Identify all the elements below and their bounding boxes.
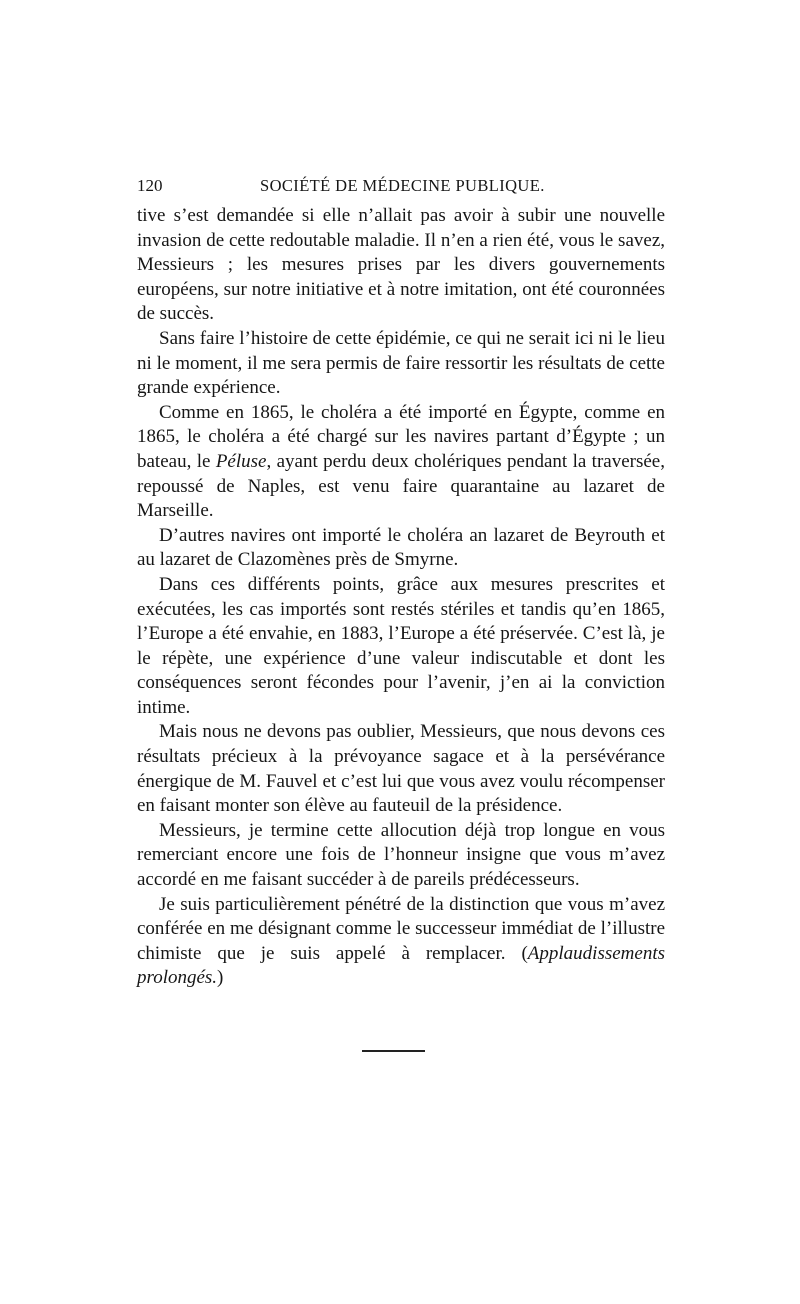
body-text (137, 204, 665, 991)
ship-name: Péluse (215, 450, 267, 472)
paragraph-epidemic-history: Sans faire l’histoire de cette épidémie, ce qui ne serait ici ni le lieu ni le moment, il me sera permis de faire ressortir les résultats de cette grande expérience. (137, 327, 665, 399)
running-title: SOCIÉTÉ DE MÉDECINE PUBLIQUE. (260, 176, 545, 195)
running-head (137, 174, 665, 198)
paragraph-other-ships: D’autres navires ont importé le choléra an lazaret de Beyrouth et au lazaret de Clazomènes près de Smyrne. (137, 524, 665, 571)
paragraph-text: ) (217, 967, 224, 989)
page-number: 120 (137, 176, 163, 195)
paragraph-results: Dans ces différents points, grâce aux mesures prescrites et exécutées, les cas importés sont restés stériles et tandis qu’en 1865, l’Europe a été envahie, en 1883, l’Europe a été préservée. C’est là, je le répète, une expérience d’une valeur indiscutable et dont les conséquences seront fécondes pour l’avenir, j’en ai la conviction intime. (137, 573, 665, 718)
paragraph-text: Je suis particulièrement pénétré de la distinction que vous m’avez conférée en me désignant comme le successeur immédiat de l’illustre chimiste que je suis appelé à remplacer. ( (137, 893, 665, 964)
paragraph-continued: tive s’est demandée si elle n’allait pas avoir à subir une nouvelle invasion de cette redoutable maladie. Il n’en a rien été, vous le savez, Messieurs ; les mesures prises par les divers gouvernements européens, sur notre initiative et à notre imitation, ont été couronnées de succès. (137, 205, 665, 325)
paragraph-text: , ayant perdu deux cholériques pendant la traversée, repoussé de Naples, est venu faire quarantaine au lazaret de Marseille. (137, 450, 665, 522)
paragraph-text: Comme en 1865, le choléra a été importé en Égypte, comme en 1865, le choléra a été chargé sur les navires partant d’Égypte ; un bateau, le (137, 401, 665, 472)
closing-rule (362, 1050, 425, 1052)
paragraph-closing (137, 893, 665, 991)
paragraph-fauvel: Mais nous ne devons pas oublier, Messieurs, que nous devons ces résultats précieux à la prévoyance sagace et à la persévérance énergique de M. Fauvel et c’est lui que vous avez voulu récompenser en faisant monter son élève au fauteuil de la présidence. (137, 721, 665, 817)
paragraph-thanks: Messieurs, je termine cette allocution déjà trop longue en vous remerciant encore une fois de l’honneur insigne que vous m’avez accordé en me faisant succéder à de pareils prédécesseurs. (137, 819, 665, 891)
applause-note: Applaudissements prolongés. (137, 942, 665, 989)
paragraph-cholera-egypt (137, 401, 665, 524)
